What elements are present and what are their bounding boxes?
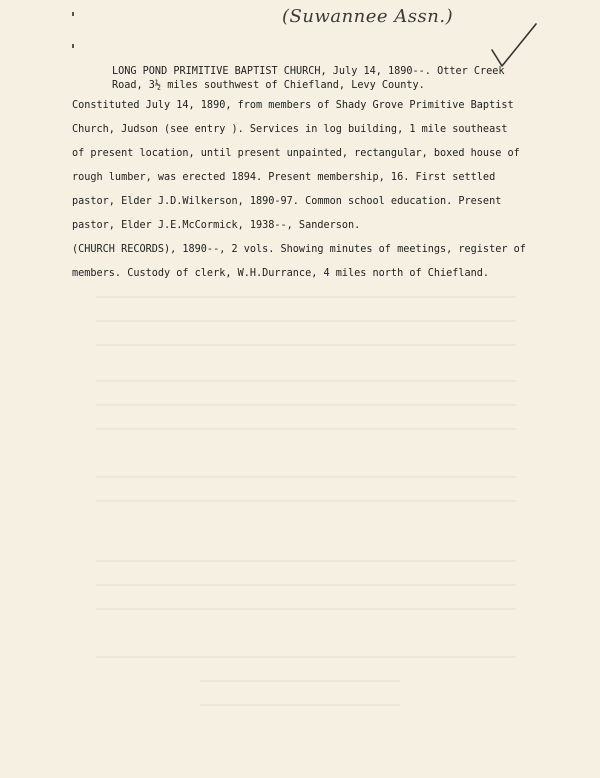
bleed-through	[96, 656, 516, 658]
bleed-through	[96, 404, 516, 406]
bleed-through	[96, 344, 516, 346]
body-line-5: pastor, Elder J.D.Wilkerson, 1890-97. Common school education. Present	[72, 196, 502, 207]
heading-line-1: LONG POND PRIMITIVE BAPTIST CHURCH, July 14, 1890--. Otter Creek	[112, 66, 505, 77]
body-line-8: members. Custody of clerk, W.H.Durrance, 4 miles north of Chiefland.	[72, 268, 490, 279]
body-line-7: (CHURCH RECORDS), 1890--, 2 vols. Showing minutes of meetings, register of	[72, 244, 526, 255]
margin-mark-icon	[72, 12, 74, 16]
heading-line-2: Road, 3½ miles southwest of Chiefland, Levy County.	[112, 80, 425, 91]
bleed-through	[96, 608, 516, 610]
body-line-1: Constituted July 14, 1890, from members of Shady Grove Primitive Baptist	[72, 100, 514, 111]
bleed-through	[96, 500, 516, 502]
checkmark-icon	[488, 20, 540, 70]
bleed-through	[200, 704, 400, 706]
bleed-through	[96, 476, 516, 478]
margin-mark-icon	[72, 44, 74, 48]
bleed-through	[96, 584, 516, 586]
bleed-through	[96, 320, 516, 322]
bleed-through	[96, 296, 516, 298]
body-line-2: Church, Judson (see entry ). Services in log building, 1 mile southeast	[72, 124, 508, 135]
body-line-6: pastor, Elder J.E.McCormick, 1938--, Sanderson.	[72, 220, 361, 231]
bleed-through	[96, 560, 516, 562]
bleed-through	[200, 680, 400, 682]
bleed-through	[96, 428, 516, 430]
bleed-through	[96, 380, 516, 382]
body-line-4: rough lumber, was erected 1894. Present membership, 16. First settled	[72, 172, 496, 183]
handwritten-note: (Suwannee Assn.)	[282, 6, 454, 27]
body-line-3: of present location, until present unpainted, rectangular, boxed house of	[72, 148, 520, 159]
